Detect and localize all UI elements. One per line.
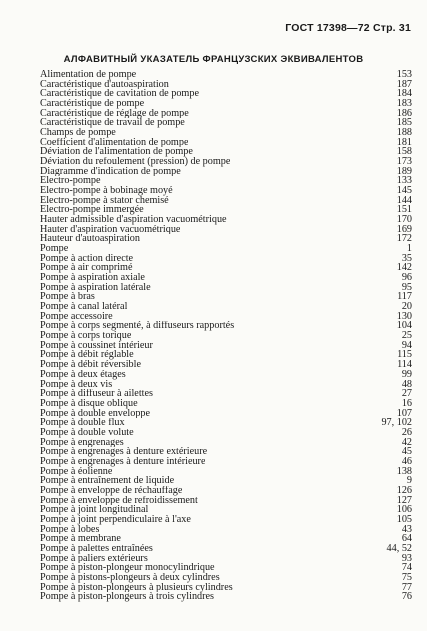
- index-term: Pompe à débit réglable: [40, 350, 134, 361]
- index-term: Caractéristique de pompe: [40, 99, 145, 109]
- index-page-number: 35: [401, 252, 412, 264]
- index-page-number: 189: [396, 165, 412, 177]
- index-page-number: 97, 102: [381, 417, 412, 429]
- index-entry: [40, 302, 412, 312]
- index-entry: [40, 118, 412, 128]
- index-page-number: 151: [396, 204, 412, 216]
- index-term: Pompe à palettes entraînées: [40, 543, 153, 554]
- index-entry: [40, 563, 412, 573]
- index-term: Caractéristique de cavitation de pompe: [40, 89, 199, 100]
- index-page-number: 64: [401, 533, 412, 545]
- index-entry: [40, 205, 412, 215]
- index-page-number: 25: [401, 330, 412, 342]
- index-entry: [40, 486, 412, 496]
- index-page-number: 153: [396, 69, 412, 80]
- index-entry: [40, 360, 412, 370]
- index-term: Pompe à disque oblique: [40, 398, 138, 409]
- index-entry: [40, 138, 412, 148]
- index-page-number: 126: [396, 484, 412, 496]
- index-page-number: 96: [401, 272, 412, 284]
- index-term: Pompe à débit réversible: [40, 360, 141, 370]
- index-page-number: 183: [396, 98, 412, 110]
- index-term: Pompe à piston-plongeurs à trois cylindres: [40, 592, 215, 602]
- index-page-number: 142: [396, 262, 412, 274]
- index-entry: [40, 544, 412, 554]
- index-entry: [40, 515, 412, 525]
- index-term: Pompe à corps segmenté, à diffuseurs rapportés: [40, 321, 235, 332]
- index-term: Pompe à joint longitudinal: [40, 505, 149, 515]
- index-term: Pompe à entraînement de liquide: [40, 476, 175, 486]
- index-page-number: 187: [396, 78, 412, 90]
- index-term: Pompe à deux étages: [40, 369, 126, 380]
- index-entry: [40, 409, 412, 419]
- index-page-number: 158: [396, 146, 412, 158]
- index-entry: [40, 418, 412, 428]
- index-entry: [40, 505, 412, 515]
- index-page-number: 172: [396, 233, 412, 245]
- index-list: [40, 70, 412, 602]
- index-page-number: 173: [396, 156, 412, 168]
- index-term: Electro-pompe: [40, 176, 101, 187]
- index-term: Pompe à enveloppe de refroidissement: [40, 495, 198, 506]
- index-title: АЛФАВИТНЫЙ УКАЗАТЕЛЬ ФРАНЦУЗСКИХ ЭКВИВАЛЕНТОВ: [63, 54, 364, 65]
- index-term: Caractéristique de travail de pompe: [40, 118, 185, 129]
- index-entry: [40, 128, 412, 138]
- index-term: Coefficient d'alimentation de pompe: [40, 137, 189, 148]
- index-term: Champs de pompe: [40, 128, 116, 138]
- index-entry: [40, 467, 412, 477]
- index-entry: [40, 554, 412, 564]
- index-page-number: 181: [396, 136, 412, 148]
- index-term: Pompe à paliers extérieurs: [40, 553, 148, 564]
- index-entry: [40, 157, 412, 167]
- index-term: Electro-pompe à bobinage moyé: [40, 186, 173, 196]
- index-term: Hauteur d'autoaspiration: [40, 234, 140, 245]
- index-entry: [40, 496, 412, 506]
- index-page-number: 99: [401, 368, 412, 380]
- index-term: Pompe à coussinet intérieur: [40, 340, 153, 351]
- index-page-number: 76: [401, 591, 412, 603]
- index-term: Pompe à corps torique: [40, 331, 132, 341]
- index-entry: [40, 292, 412, 302]
- index-entry: [40, 176, 412, 186]
- index-term: Pompe à double flux: [40, 418, 125, 428]
- index-page-number: 9: [406, 475, 412, 487]
- index-term: Caractéristique d'autoaspiration: [40, 79, 169, 90]
- index-term: Hauter d'aspiration vacuométrique: [40, 224, 181, 235]
- index-entry: [40, 89, 412, 99]
- index-page-number: 26: [401, 426, 412, 438]
- index-page-number: 170: [396, 214, 412, 226]
- index-term: Electro-pompe à stator chemisé: [40, 195, 169, 206]
- index-page-number: 43: [401, 523, 412, 535]
- index-term: Pompe à piston-plongeur monocylindrique: [40, 563, 215, 573]
- index-page-number: 27: [401, 388, 412, 400]
- index-entry: [40, 380, 412, 390]
- index-page-number: 133: [396, 175, 412, 187]
- page-header: ГОСТ 17398—72 Стр. 31: [285, 22, 411, 34]
- index-page-number: 1: [406, 243, 412, 255]
- index-term: Pompe à air comprimé: [40, 263, 133, 274]
- index-entry: [40, 341, 412, 351]
- index-entry: [40, 186, 412, 196]
- index-entry: [40, 399, 412, 409]
- index-page-number: 46: [401, 455, 412, 467]
- index-entry: [40, 234, 412, 244]
- index-term: Caractéristique de réglage de pompe: [40, 108, 189, 119]
- index-entry: [40, 167, 412, 177]
- index-page-number: 145: [396, 185, 412, 197]
- index-entry: [40, 263, 412, 273]
- index-term: Pompe à membrane: [40, 534, 121, 544]
- index-entry: [40, 534, 412, 544]
- index-page-number: 93: [401, 552, 412, 564]
- index-term: Alimentation de pompe: [40, 70, 137, 80]
- index-term: Pompe à engrenages à denture intérieure: [40, 456, 206, 467]
- index-term: Pompe à lobes: [40, 524, 100, 535]
- index-term: Déviation de l'alimentation de pompe: [40, 147, 193, 158]
- index-entry: [40, 273, 412, 283]
- index-entry: [40, 525, 412, 535]
- index-entry: [40, 70, 412, 80]
- index-page-number: 45: [401, 446, 412, 458]
- index-entry: [40, 283, 412, 293]
- index-entry: [40, 331, 412, 341]
- index-entry: [40, 447, 412, 457]
- index-term: Pompe à éolienne: [40, 466, 113, 477]
- index-term: Hauter admissible d'aspiration vacuométrique: [40, 215, 227, 225]
- index-entry: [40, 476, 412, 486]
- index-term: Diagramme d'indication de pompe: [40, 166, 181, 177]
- index-entry: [40, 254, 412, 264]
- index-page-number: 144: [396, 194, 412, 206]
- index-entry: [40, 428, 412, 438]
- index-entry: [40, 244, 412, 254]
- index-entry: [40, 109, 412, 119]
- index-page-number: 20: [401, 301, 412, 313]
- index-entry: [40, 196, 412, 206]
- index-page-number: 16: [401, 397, 412, 409]
- index-entry: [40, 389, 412, 399]
- index-term: Pompe à enveloppe de réchauffage: [40, 485, 183, 496]
- index-page-number: 107: [396, 407, 412, 419]
- index-page-number: 130: [396, 310, 412, 322]
- index-page-number: 186: [396, 107, 412, 119]
- index-entry: [40, 321, 412, 331]
- index-term: Pompe à pistons-plongeurs à deux cylindres: [40, 572, 220, 583]
- index-page-number: 75: [401, 571, 412, 583]
- index-term: Electro-pompe immergée: [40, 205, 144, 216]
- index-page-number: 169: [396, 223, 412, 235]
- index-page-number: 48: [401, 378, 412, 390]
- index-page-number: 44, 52: [386, 542, 412, 554]
- index-term: Pompe: [40, 244, 69, 254]
- index-entry: [40, 350, 412, 360]
- index-page-number: 42: [401, 436, 412, 448]
- index-entry: [40, 457, 412, 467]
- index-term: Pompe à engrenages: [40, 437, 124, 448]
- index-entry: [40, 215, 412, 225]
- index-entry: [40, 99, 412, 109]
- index-page-number: 184: [396, 88, 412, 100]
- index-page-number: 114: [397, 359, 412, 371]
- index-page-number: 104: [396, 320, 412, 332]
- index-page-number: 95: [401, 281, 412, 293]
- index-page-number: 185: [396, 117, 412, 129]
- index-page-number: 115: [397, 349, 412, 361]
- index-term: Pompe accessoire: [40, 311, 113, 322]
- index-page-number: 77: [401, 581, 412, 593]
- index-entry: [40, 147, 412, 157]
- index-entry: [40, 573, 412, 583]
- index-term: Pompe à bras: [40, 292, 95, 303]
- index-page-number: 94: [401, 339, 412, 351]
- index-term: Pompe à double enveloppe: [40, 408, 151, 419]
- index-entry: [40, 438, 412, 448]
- index-term: Pompe à aspiration axiale: [40, 273, 145, 283]
- index-term: Pompe à deux vis: [40, 379, 113, 390]
- index-page-number: 138: [396, 465, 412, 477]
- index-term: Pompe à piston-plongeurs à plusieurs cylindres: [40, 582, 233, 593]
- index-entry: [40, 225, 412, 235]
- index-term: Pompe à double volute: [40, 427, 134, 438]
- index-page-number: 74: [401, 562, 412, 574]
- index-term: Pompe à diffuseur à ailettes: [40, 389, 153, 399]
- index-term: Pompe à action directe: [40, 253, 134, 264]
- index-term: Pompe à canal latéral: [40, 302, 128, 312]
- index-term: Pompe à joint perpendiculaire à l'axe: [40, 514, 191, 525]
- index-entry: [40, 583, 412, 593]
- index-term: Déviation du refoulement (pression) de pompe: [40, 157, 231, 167]
- index-page-number: 106: [396, 504, 412, 516]
- index-entry: [40, 592, 412, 602]
- index-page-number: 127: [396, 494, 412, 506]
- index-page-number: 188: [396, 127, 412, 139]
- index-term: Pompe à aspiration latérale: [40, 282, 151, 293]
- index-entry: [40, 80, 412, 90]
- index-entry: [40, 370, 412, 380]
- index-page-number: 117: [397, 291, 412, 303]
- index-term: Pompe à engrenages à denture extérieure: [40, 447, 208, 457]
- index-page-number: 105: [396, 513, 412, 525]
- index-entry: [40, 312, 412, 322]
